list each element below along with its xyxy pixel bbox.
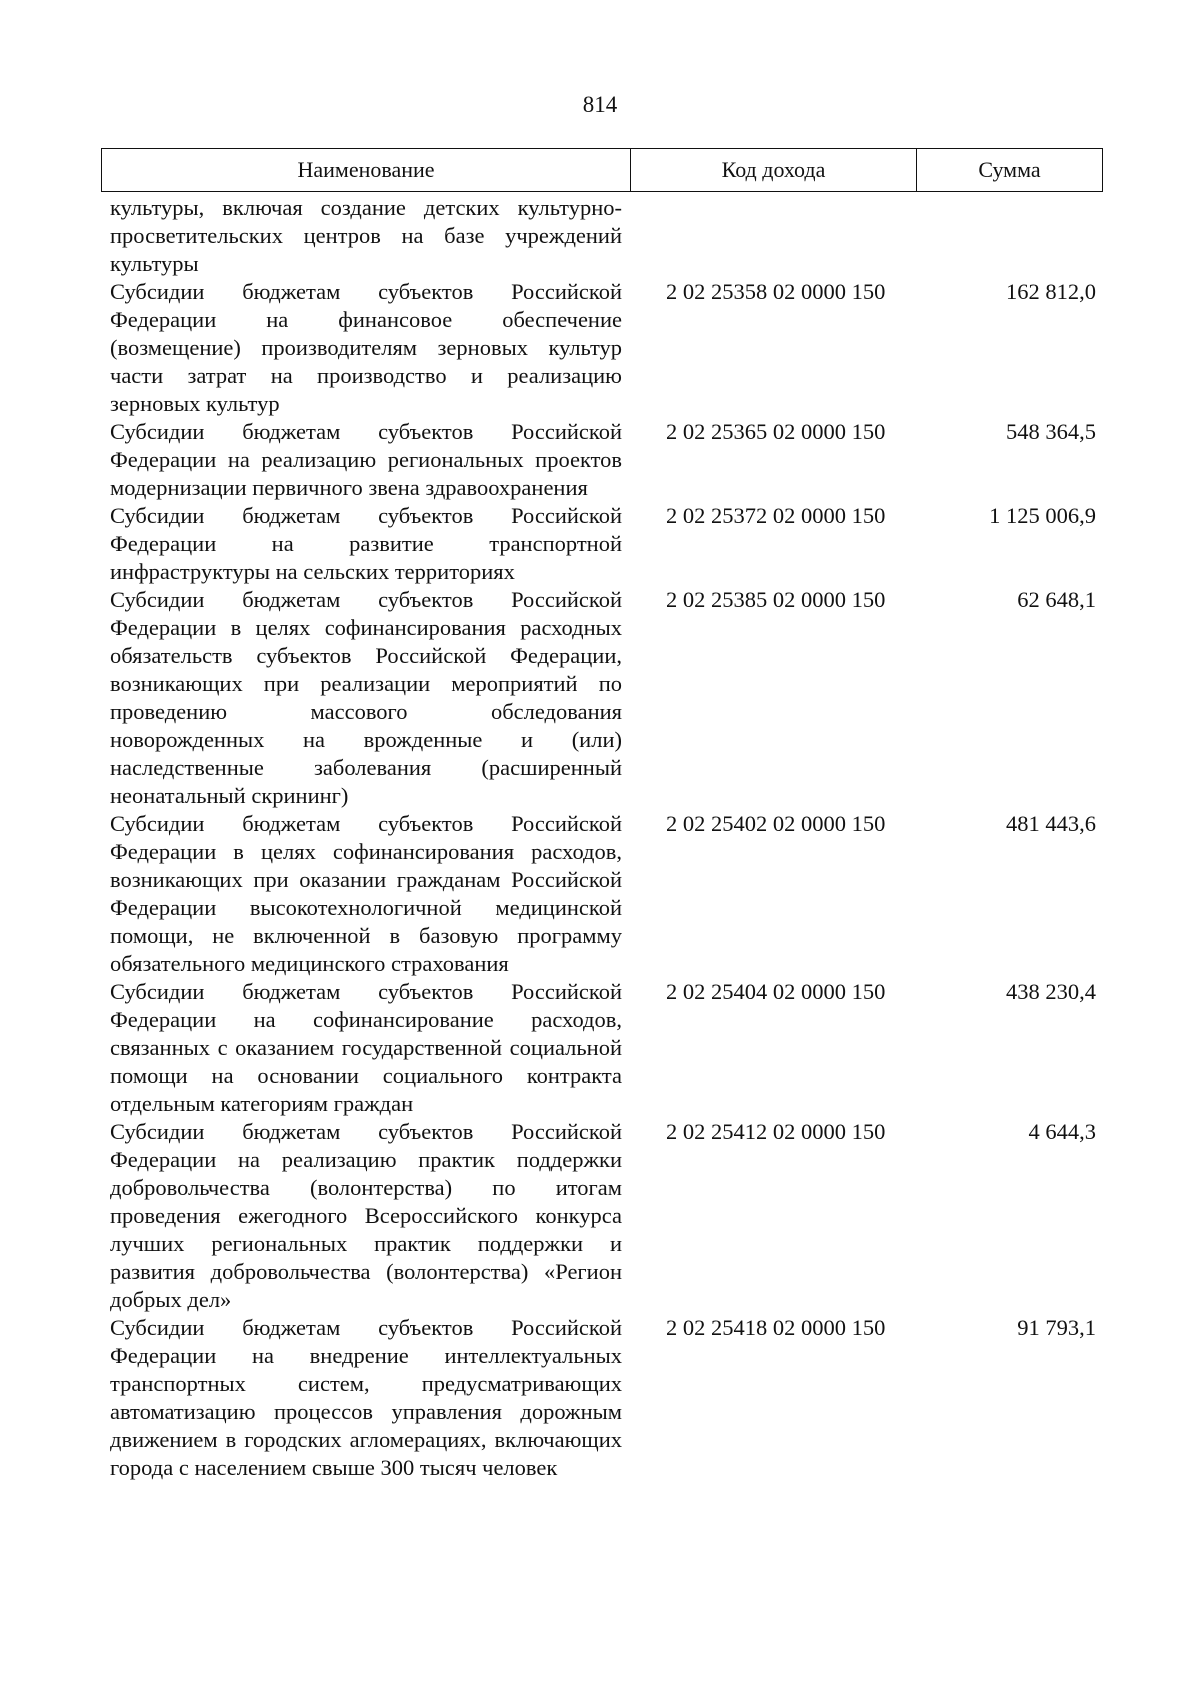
header-name: Наименование	[102, 149, 631, 191]
row-sum: 1 125 006,9	[989, 503, 1096, 528]
row-code: 2 02 25365 02 0000 150	[666, 419, 886, 444]
table-row	[110, 810, 1100, 978]
row-sum: 4 644,3	[1028, 1119, 1096, 1144]
table-header	[101, 148, 1103, 192]
row-name: Субсидии бюджетам субъектов Российской Федерации в целях софинансирования расходных обязательств субъектов Российской Федерации, возникающих при реализации мероприятий по проведению массового обследования новорожденных на врожденные и (или) наследственные заболевания (расширенный неонатальный скрининг)	[110, 587, 622, 808]
table-row	[110, 1118, 1100, 1314]
row-name: Субсидии бюджетам субъектов Российской Федерации на финансовое обеспечение (возмещение) производителям зерновых культур части затрат на производство и реализацию зерновых культур	[110, 279, 622, 416]
row-code: 2 02 25412 02 0000 150	[666, 1119, 886, 1144]
row-name: культуры, включая создание детских культурно-просветительских центров на базе учреждений культуры	[110, 195, 622, 276]
table-body	[110, 194, 1100, 1482]
table-row	[110, 418, 1100, 502]
row-name: Субсидии бюджетам субъектов Российской Федерации в целях софинансирования расходов, возникающих при оказании гражданам Российской Федерации высокотехнологичной медицинской помощи, не включенной в базовую программу обязательного медицинского страхования	[110, 811, 622, 976]
row-code: 2 02 25358 02 0000 150	[666, 279, 886, 304]
row-name: Субсидии бюджетам субъектов Российской Федерации на реализацию региональных проектов модернизации первичного звена здравоохранения	[110, 419, 622, 500]
row-sum: 481 443,6	[1006, 811, 1096, 836]
header-code: Код дохода	[631, 149, 917, 191]
row-name: Субсидии бюджетам субъектов Российской Федерации на внедрение интеллектуальных транспортных систем, предусматривающих автоматизацию процессов управления дорожным движением в городских агломерациях, включающих города с населением свыше 300 тысяч человек	[110, 1315, 622, 1480]
row-name: Субсидии бюджетам субъектов Российской Федерации на реализацию практик поддержки добровольчества (волонтерства) по итогам проведения ежегодного Всероссийского конкурса лучших региональных практик поддержки и развития добровольчества (волонтерства) «Регион добрых дел»	[110, 1119, 622, 1312]
header-sum: Сумма	[978, 157, 1041, 182]
table-row	[110, 586, 1100, 810]
row-sum: 438 230,4	[1006, 979, 1096, 1004]
table-row	[110, 278, 1100, 418]
page-number: 814	[582, 92, 618, 117]
row-sum: 162 812,0	[1006, 279, 1096, 304]
row-name: Субсидии бюджетам субъектов Российской Федерации на софинансирование расходов, связанных с оказанием государственной социальной помощи на основании социального контракта отдельным категориям граждан	[110, 979, 622, 1116]
table-row	[110, 1314, 1100, 1482]
table-row	[110, 194, 1100, 278]
row-code: 2 02 25404 02 0000 150	[666, 979, 886, 1004]
row-code: 2 02 25385 02 0000 150	[666, 587, 886, 612]
table-row	[110, 978, 1100, 1118]
row-code: 2 02 25418 02 0000 150	[666, 1315, 886, 1340]
row-code: 2 02 25372 02 0000 150	[666, 503, 886, 528]
row-name: Субсидии бюджетам субъектов Российской Федерации на развитие транспортной инфраструктуры на сельских территориях	[110, 503, 622, 584]
row-sum: 62 648,1	[1017, 587, 1096, 612]
table-row	[110, 502, 1100, 586]
row-sum: 91 793,1	[1017, 1315, 1096, 1340]
row-code: 2 02 25402 02 0000 150	[666, 811, 886, 836]
row-sum: 548 364,5	[1006, 419, 1096, 444]
